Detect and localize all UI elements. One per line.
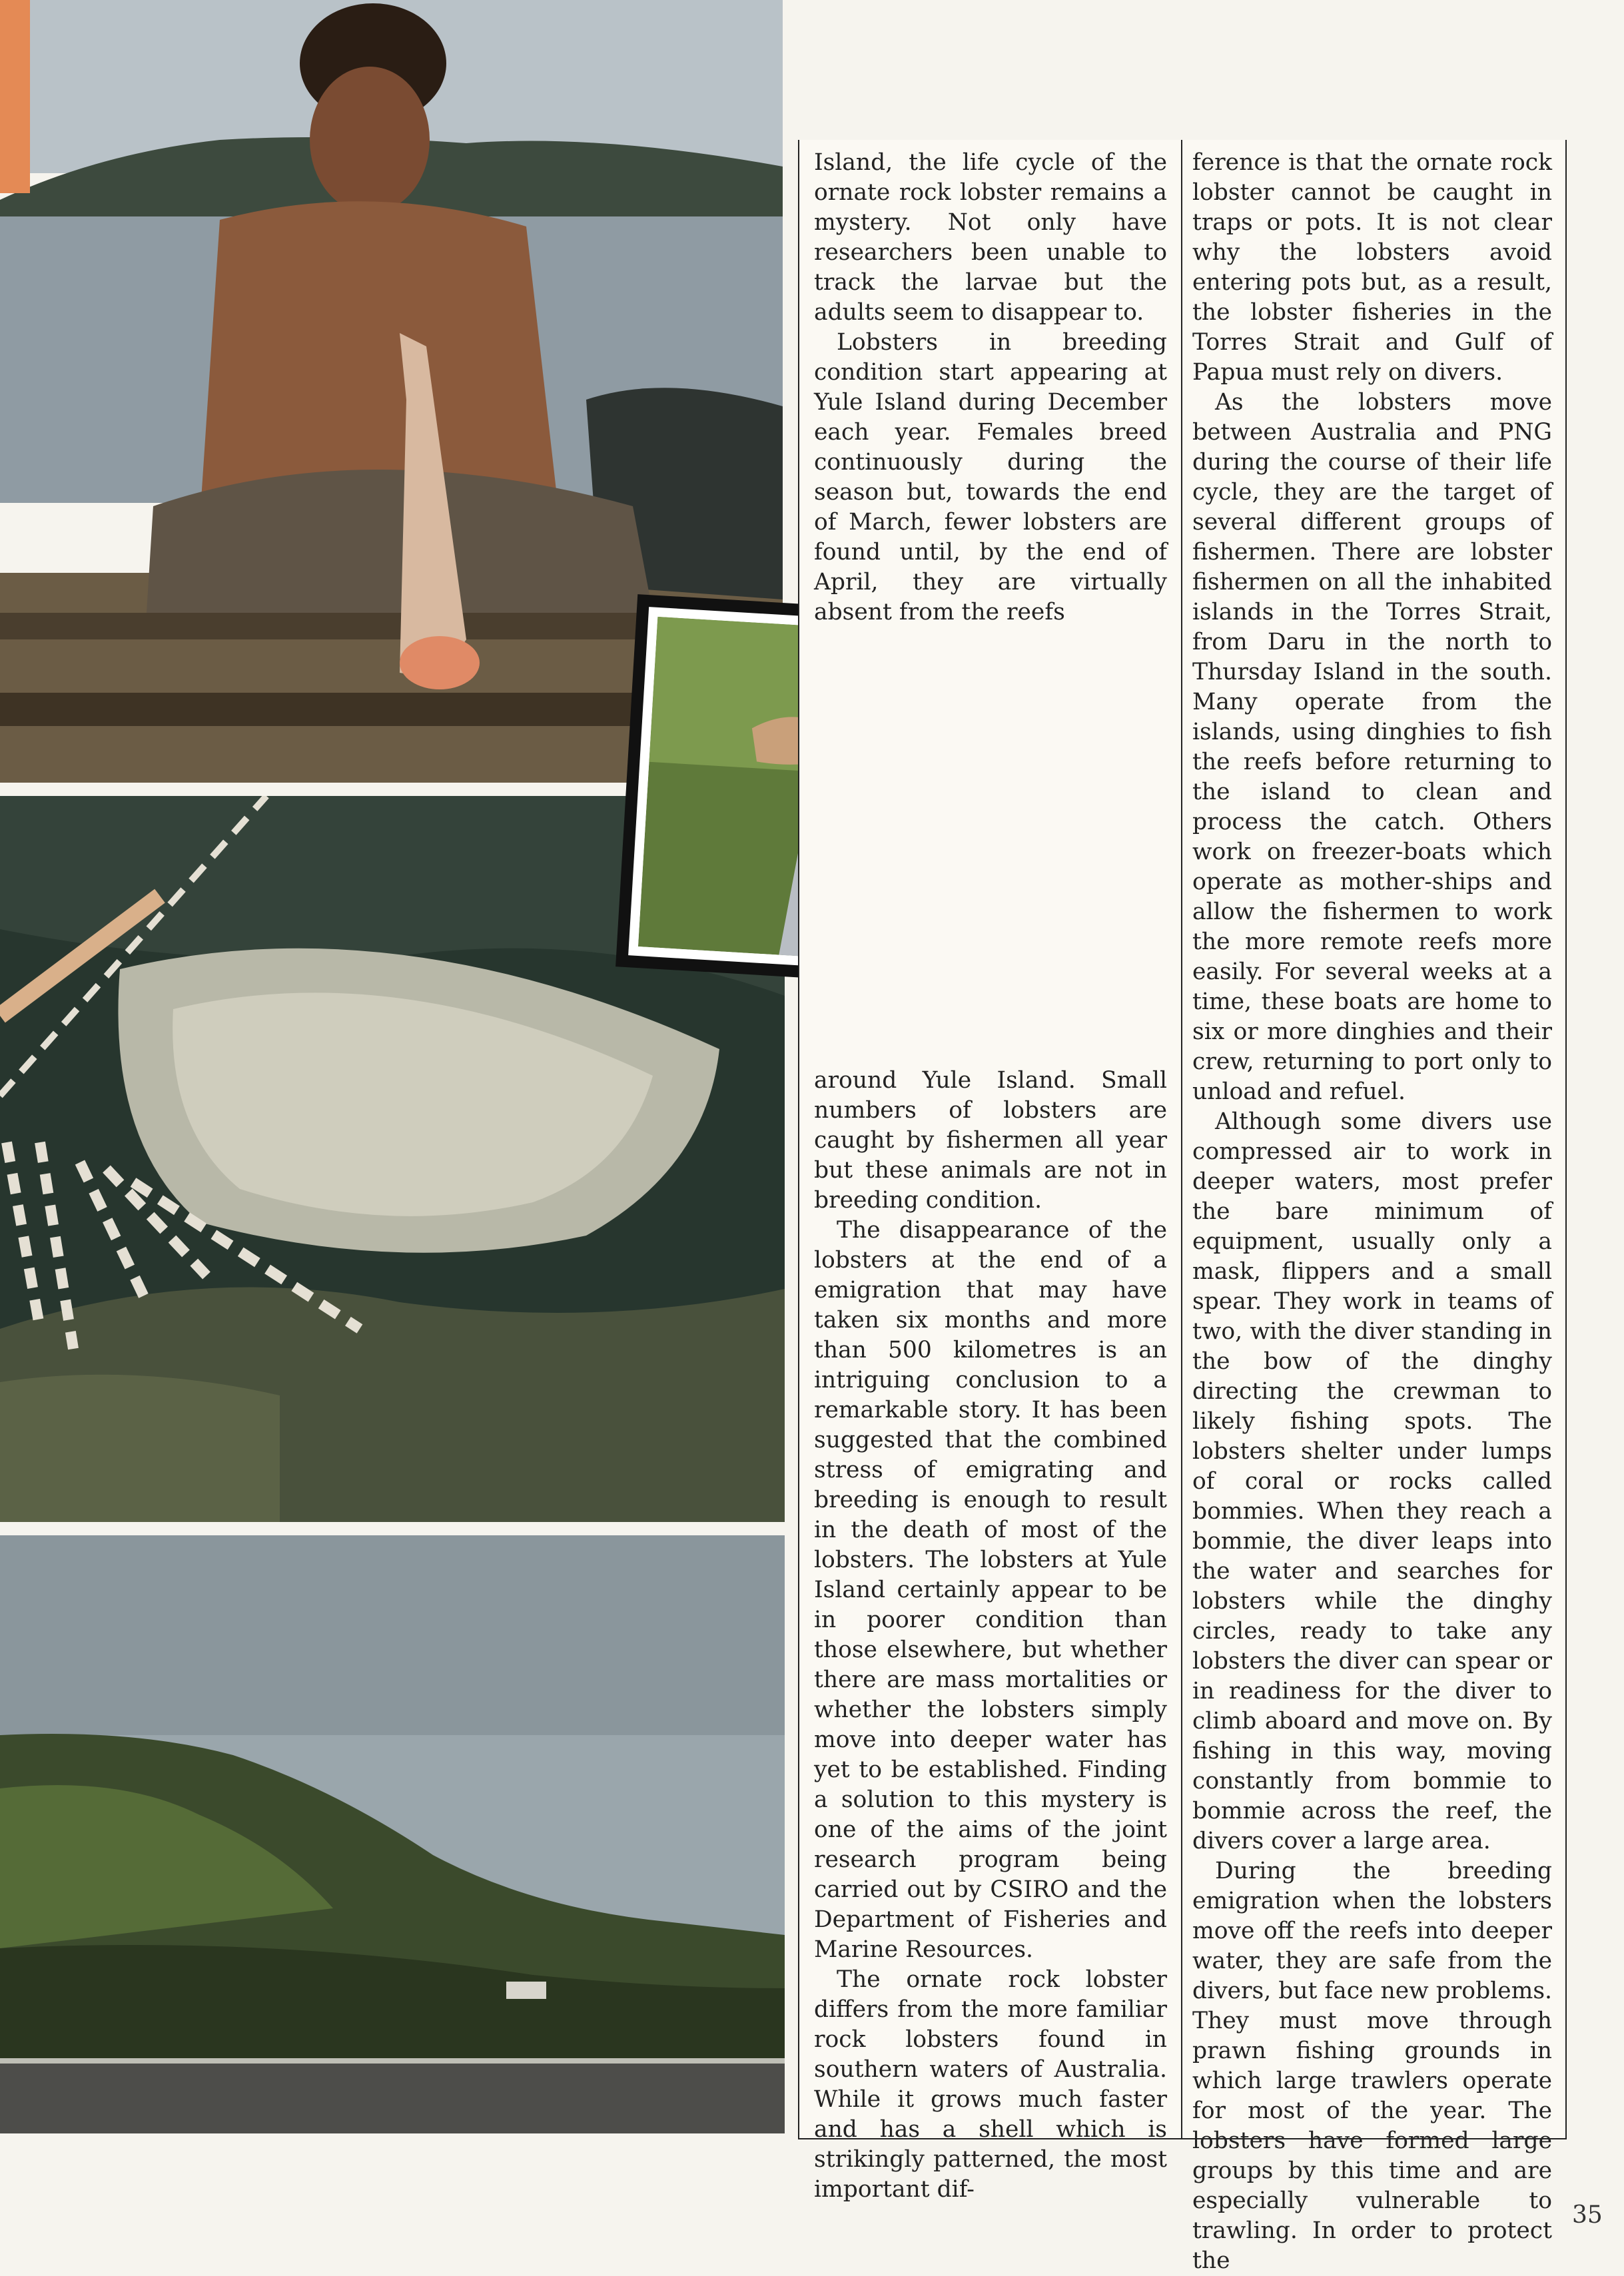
photo-yule-island-coast — [0, 1535, 785, 2133]
article-column-middle-top — [814, 148, 1167, 627]
paragraph: The disappearance of the lobsters at the end of a emigration that may have taken six months and more than 500 kilometres is an intriguing conclusion to a remarkable story. It has been suggested that the combined stress of emigrating and breeding is enough to result in the death of most of the lobsters. The lobsters at Yule Island certainly appear to be in poorer condition than those elsewhere, but whether there are mass mortalities or whether the lobsters simply move into deeper water has yet to be established. Finding a solution to this mystery is one of the aims of the joint research program being carried out by CSIRO and the Department of Fisheries and Marine Resources. — [814, 1217, 1167, 1963]
paragraph: During the breeding emigration when the lobsters move off the reefs into deeper water, they are safe from the divers, but face new problems. They must move through prawn fishing grounds in which large trawlers operate for most of the year. The lobsters have formed large groups by this time and are especially vulnerable to trawling. In order to protect the — [1192, 1858, 1552, 2274]
page-number: 35 — [1572, 2201, 1603, 2229]
paragraph: ference is that the ornate rock lobster cannot be caught in traps or pots. It is not clear why the lobsters avoid entering pots but, as a result, the lobster fisheries in the Torres Strait and Gulf of Papua must rely on divers. — [1192, 149, 1552, 386]
paragraph: As the lobsters move between Australia and PNG during the course of their life cycle, they are the target of several different groups of fishermen. There are lobster fishermen on all the inhabited islands in the Torres Strait, from Daru in the north to Thursday Island in the south. Many operate from the islands, using dinghies to fish the reefs before returning to the island to clean and process the catch. Others work on freezer-boats which operate as mother-ships and allow the fishermen to work the more remote reefs more easily. For several weeks at a time, these boats are home to six or more dinghies and their crew, returning to port only to unload and refuel. — [1192, 389, 1552, 1105]
paragraph: Although some divers use compressed air to work in deeper waters, most prefer the bare minimum of equipment, usually only a mask, flippers and a small spear. They work in teams of two, with the diver standing in the bow of the dinghy directing the crewman to likely fishing spots. The lobsters shelter under lumps of coral or rocks called bommies. When they reach a bommie, the diver leaps into the water and searches for lobsters while the dinghy circles, ready to take any lobsters the diver can spear or in readiness for the diver to climb aboard and move on. By fishing in this way, moving constantly from bommie to bommie across the reef, the divers cover a large area. — [1192, 1108, 1552, 1854]
paragraph: The ornate rock lobster differs from the more familiar rock lobsters found in southern waters of Australia. While it grows much faster and has a shell which is strikingly patterned, the most important dif- — [814, 1966, 1167, 2203]
paragraph: around Yule Island. Small numbers of lobsters are caught by fishermen all year but these animals are not in breeding condition. — [814, 1067, 1167, 1214]
article-column-right — [1192, 148, 1552, 2276]
article-column-middle-bottom — [814, 1066, 1167, 2205]
paragraph: Lobsters in breeding condition start appearing at Yule Island during December each year. Females breed continuously during the season but, towards the end of March, fewer lobsters are found until, by the end of April, they are virtually absent from the reefs — [814, 329, 1167, 625]
paragraph: Island, the life cycle of the ornate rock lobster remains a mystery. Not only have researchers been unable to track the larvae but the adults seem to disappear to. — [814, 149, 1167, 326]
